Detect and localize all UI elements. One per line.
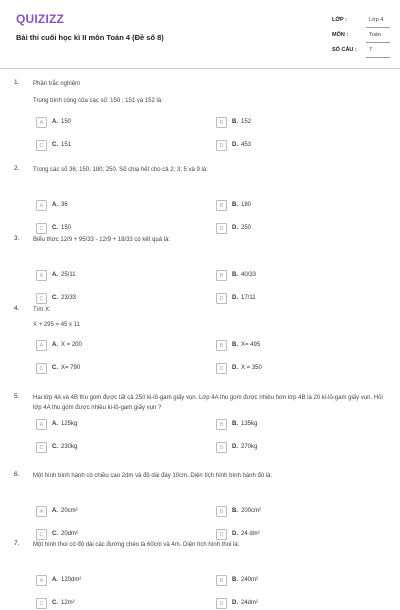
option-text: 40/33 bbox=[241, 272, 257, 278]
option-letter: A. bbox=[52, 577, 58, 583]
section-title: Phần trắc nghiệm bbox=[33, 81, 81, 87]
meta-class-value: Lớp 4 bbox=[369, 17, 384, 23]
option-text: 150 bbox=[61, 225, 72, 231]
answer-option-a[interactable] bbox=[36, 340, 196, 352]
option-letter: C. bbox=[52, 531, 58, 537]
option-letter: D. bbox=[232, 365, 238, 371]
option-box[interactable]: D bbox=[216, 363, 227, 374]
meta-underline bbox=[366, 42, 390, 43]
meta-subject-label: MÔN : bbox=[332, 32, 349, 38]
question-text: Biểu thức 12/9 + 95/33 - 12/9 + 18/33 có kết quả là: bbox=[33, 237, 171, 243]
answer-option-b[interactable] bbox=[216, 200, 376, 212]
option-letter: D. bbox=[232, 142, 238, 148]
option-letter: D. bbox=[232, 225, 238, 231]
question-number: 7. bbox=[14, 540, 20, 547]
option-text: 125kg bbox=[61, 421, 78, 427]
question-number: 5. bbox=[14, 393, 20, 400]
answer-option-b[interactable] bbox=[216, 506, 376, 518]
question-number: 2. bbox=[14, 165, 20, 172]
option-box[interactable]: B bbox=[216, 270, 227, 281]
meta-subject-value: Toán bbox=[369, 32, 381, 38]
question-equation: X + 295 = 45 x 11 bbox=[33, 322, 80, 328]
option-letter: C. bbox=[52, 225, 58, 231]
meta-underline bbox=[366, 27, 390, 28]
option-box[interactable]: A bbox=[36, 200, 47, 211]
option-text: 20cm² bbox=[61, 508, 78, 514]
option-letter: D. bbox=[232, 295, 238, 301]
option-text: 453 bbox=[241, 142, 252, 148]
option-text: X= 790 bbox=[61, 365, 81, 371]
worksheet-header bbox=[0, 0, 400, 66]
option-box[interactable]: D bbox=[216, 442, 227, 453]
option-text: 12m² bbox=[61, 600, 75, 606]
option-text: 23/33 bbox=[61, 295, 77, 301]
option-letter: A. bbox=[52, 202, 58, 208]
header-divider bbox=[0, 68, 400, 69]
option-text: 240m² bbox=[241, 577, 259, 583]
option-text: 25/11 bbox=[61, 272, 76, 278]
option-letter: B. bbox=[232, 508, 238, 514]
option-box[interactable]: A bbox=[36, 340, 47, 351]
option-letter: B. bbox=[232, 577, 238, 583]
option-box[interactable]: D bbox=[216, 223, 227, 234]
meta-count bbox=[332, 44, 390, 58]
answer-option-c[interactable] bbox=[36, 442, 196, 454]
option-box[interactable]: B bbox=[216, 200, 227, 211]
option-text: 120dm² bbox=[61, 577, 82, 583]
answer-option-b[interactable] bbox=[216, 340, 376, 352]
option-text: 24 dm² bbox=[241, 531, 260, 537]
meta-underline bbox=[366, 57, 390, 58]
option-text: 270kg bbox=[241, 444, 258, 450]
option-letter: D. bbox=[232, 600, 238, 606]
option-box[interactable]: B bbox=[216, 575, 227, 586]
question-text: Tìm X: bbox=[33, 307, 51, 313]
meta-count-label: SỐ CÂU : bbox=[332, 47, 357, 53]
option-text: 230kg bbox=[61, 444, 78, 450]
option-box[interactable]: A bbox=[36, 419, 47, 430]
answer-option-a[interactable] bbox=[36, 117, 196, 129]
answer-option-a[interactable] bbox=[36, 506, 196, 518]
option-box[interactable]: C bbox=[36, 293, 47, 304]
option-box[interactable]: A bbox=[36, 575, 47, 586]
option-text: 200cm² bbox=[241, 508, 262, 514]
option-box[interactable]: C bbox=[36, 598, 47, 609]
option-letter: B. bbox=[232, 272, 238, 278]
question-number: 6. bbox=[14, 471, 20, 478]
answer-option-b[interactable] bbox=[216, 270, 376, 282]
question-text: Hai lớp 4A và 4B thu gom được tất cả 250 ki-lô-gam giấy vụn. Lớp 4A thu gom được nhiều hơn lớp 4B là 20 ki-lô-gam giấy vụn. Hỏi lớp 4A thu gom được nhiều ki-lô-gam giấy vụn ? bbox=[33, 395, 383, 411]
option-text: 151 bbox=[61, 142, 72, 148]
option-box[interactable]: C bbox=[36, 223, 47, 234]
answer-option-a[interactable] bbox=[36, 200, 196, 212]
option-letter: C. bbox=[52, 142, 58, 148]
option-box[interactable]: B bbox=[216, 419, 227, 430]
meta-count-value: 7 bbox=[369, 47, 373, 53]
option-text: 152 bbox=[241, 119, 252, 125]
option-text: 36 bbox=[61, 202, 68, 208]
quizizz-logo[interactable]: QUIZIZZ bbox=[16, 12, 65, 26]
answer-option-c[interactable] bbox=[36, 223, 196, 235]
question-number: 1. bbox=[14, 79, 20, 86]
answer-option-a[interactable] bbox=[36, 270, 196, 282]
option-letter: D. bbox=[232, 444, 238, 450]
option-box[interactable]: D bbox=[216, 140, 227, 151]
option-text: 24dm² bbox=[241, 600, 259, 606]
option-box[interactable]: D bbox=[216, 529, 227, 540]
option-letter: B. bbox=[232, 202, 238, 208]
option-letter: C. bbox=[52, 295, 58, 301]
option-letter: C. bbox=[52, 444, 58, 450]
meta-class-label: LỚP : bbox=[332, 17, 347, 23]
option-letter: A. bbox=[52, 119, 58, 125]
option-text: 17/11 bbox=[241, 295, 256, 301]
question-text: Trung bình cộng của các số: 150 ; 151 và 152 là: bbox=[33, 98, 163, 104]
option-letter: A. bbox=[52, 342, 58, 348]
answer-option-b[interactable] bbox=[216, 419, 376, 431]
answer-option-d[interactable] bbox=[216, 363, 376, 375]
answer-option-a[interactable] bbox=[36, 419, 196, 431]
option-box[interactable]: C bbox=[36, 529, 47, 540]
answer-option-d[interactable] bbox=[216, 442, 376, 454]
option-letter: A. bbox=[52, 421, 58, 427]
answer-option-b[interactable] bbox=[216, 575, 376, 587]
question-text: Một hình thoi có độ dài các đường chéo là 60cm và 4m. Diện tích hình thoi là: bbox=[33, 542, 240, 548]
option-text: 20dm² bbox=[61, 531, 79, 537]
option-text: X = 350 bbox=[241, 365, 262, 371]
option-box[interactable]: D bbox=[216, 293, 227, 304]
meta-class bbox=[332, 14, 390, 28]
answer-option-b[interactable] bbox=[216, 117, 376, 129]
answer-option-c[interactable] bbox=[36, 293, 196, 305]
option-letter: B. bbox=[232, 421, 238, 427]
question-text: Trong các số 36; 150; 180; 250. Số chia hết cho cả 2; 3; 5 và 9 là: bbox=[33, 167, 208, 173]
option-letter: B. bbox=[232, 342, 238, 348]
question-text: Một hình bình hành có chiều cao 2dm và độ dài đáy 10cm. Diện tích hình bình hành đó là: bbox=[33, 473, 273, 479]
option-box[interactable]: A bbox=[36, 270, 47, 281]
question-number: 3. bbox=[14, 235, 20, 242]
answer-option-d[interactable] bbox=[216, 223, 376, 235]
option-text: X = 200 bbox=[61, 342, 82, 348]
option-text: 150 bbox=[61, 119, 72, 125]
option-box[interactable]: C bbox=[36, 140, 47, 151]
answer-option-c[interactable] bbox=[36, 140, 196, 152]
option-letter: C. bbox=[52, 365, 58, 371]
option-letter: D. bbox=[232, 531, 238, 537]
option-letter: B. bbox=[232, 119, 238, 125]
worksheet-title: Bài thi cuối học kì II môn Toán 4 (Đề số 8) bbox=[16, 33, 164, 42]
answer-option-c[interactable] bbox=[36, 363, 196, 375]
answer-option-a[interactable] bbox=[36, 575, 196, 587]
option-box[interactable]: B bbox=[216, 117, 227, 128]
option-box[interactable]: D bbox=[216, 598, 227, 609]
option-letter: A. bbox=[52, 272, 58, 278]
option-text: 250 bbox=[241, 225, 252, 231]
option-letter: C. bbox=[52, 600, 58, 606]
meta-subject bbox=[332, 29, 390, 43]
answer-option-d[interactable] bbox=[216, 598, 376, 610]
option-box[interactable]: A bbox=[36, 117, 47, 128]
option-box[interactable]: B bbox=[216, 506, 227, 517]
option-text: 180 bbox=[241, 202, 252, 208]
option-letter: A. bbox=[52, 508, 58, 514]
question-number: 4. bbox=[14, 305, 20, 312]
option-box[interactable]: A bbox=[36, 506, 47, 517]
answer-option-d[interactable] bbox=[216, 140, 376, 152]
answer-option-c[interactable] bbox=[36, 598, 196, 610]
option-box[interactable]: B bbox=[216, 340, 227, 351]
option-box[interactable]: C bbox=[36, 442, 47, 453]
option-text: 135kg bbox=[241, 421, 258, 427]
option-text: X= 495 bbox=[241, 342, 261, 348]
answer-option-d[interactable] bbox=[216, 293, 376, 305]
option-box[interactable]: C bbox=[36, 363, 47, 374]
